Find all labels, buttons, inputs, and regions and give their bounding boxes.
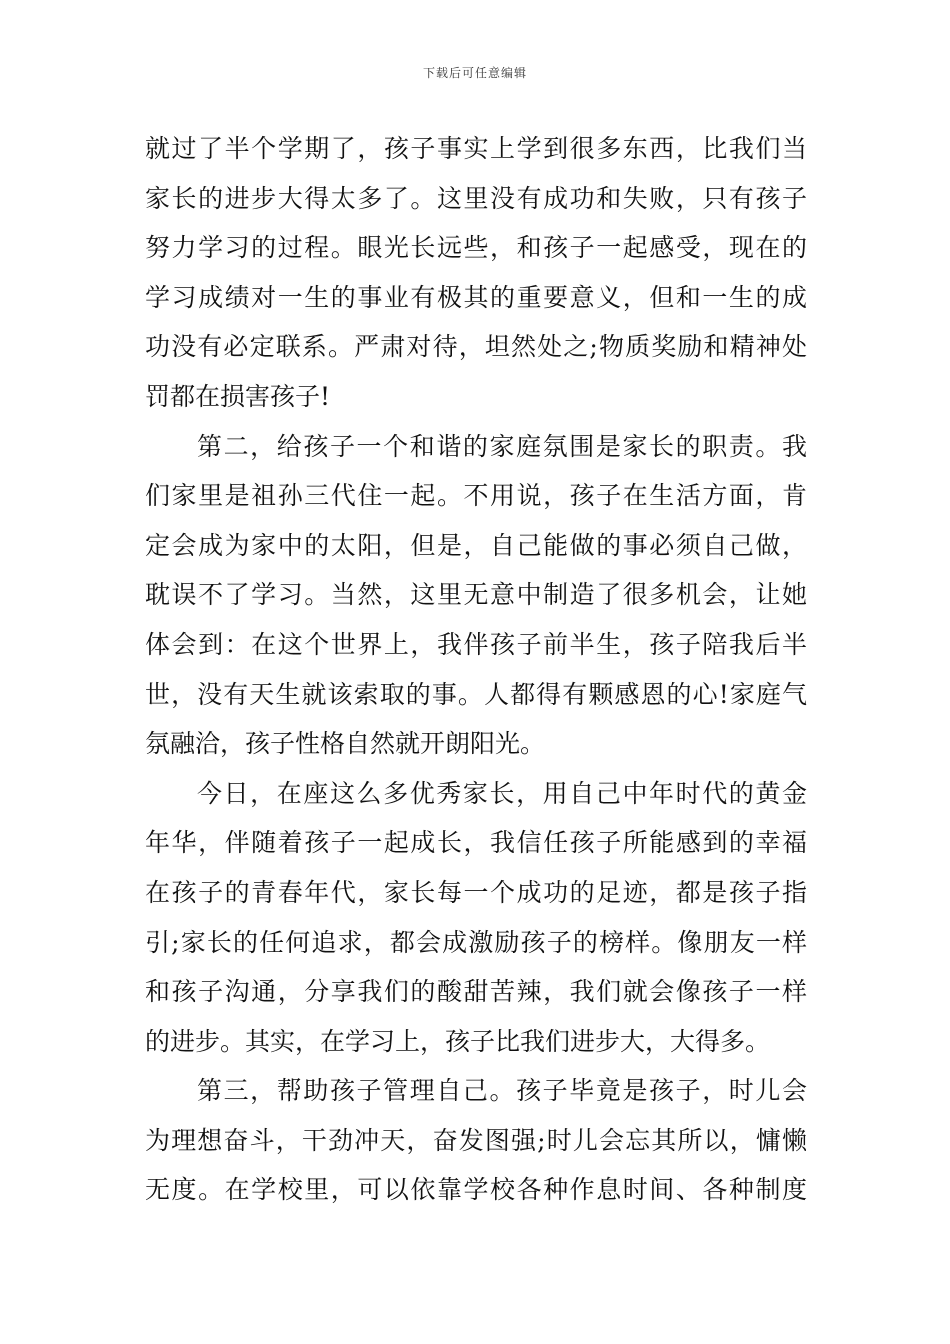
text-line: 努力学习的过程。眼光长远些，和孩子一起感受，现在的 bbox=[145, 233, 807, 263]
text-line: 世，没有天生就该索取的事。人都得有颗感恩的心!家庭气 bbox=[145, 679, 807, 709]
text-line: 们家里是祖孙三代住一起。不用说，孩子在生活方面，肯 bbox=[145, 481, 807, 511]
text-line: 今日，在座这么多优秀家长，用自己中年时代的黄金 bbox=[197, 778, 807, 808]
page-header: 下载后可任意编辑 bbox=[422, 66, 527, 80]
text-line: 在孩子的青春年代，家长每一个成功的足迹，都是孩子指 bbox=[145, 877, 807, 907]
text-line: 年华，伴随着孩子一起成长，我信任孩子所能感到的幸福 bbox=[145, 828, 807, 858]
text-line: 家长的进步大得太多了。这里没有成功和失败，只有孩子 bbox=[145, 183, 807, 213]
text-line: 体会到：在这个世界上，我伴孩子前半生，孩子陪我后半 bbox=[145, 629, 807, 659]
text-line: 罚都在损害孩子! bbox=[145, 381, 331, 411]
text-line: 为理想奋斗，干劲冲天，奋发图强;时儿会忘其所以，慵懒 bbox=[145, 1125, 807, 1155]
text-line: 第三，帮助孩子管理自己。孩子毕竟是孩子，时儿会 bbox=[197, 1076, 807, 1106]
text-line: 学习成绩对一生的事业有极其的重要意义，但和一生的成 bbox=[145, 282, 807, 312]
text-line: 功没有必定联系。严肃对待，坦然处之;物质奖励和精神处 bbox=[145, 332, 807, 362]
text-line: 引;家长的任何追求，都会成激励孩子的榜样。像朋友一样 bbox=[145, 927, 807, 957]
text-line: 定会成为家中的太阳，但是，自己能做的事必须自己做， bbox=[145, 530, 807, 560]
text-line: 耽误不了学习。当然，这里无意中制造了很多机会，让她 bbox=[145, 580, 807, 610]
text-line: 第二，给孩子一个和谐的家庭氛围是家长的职责。我 bbox=[197, 431, 807, 461]
document-body bbox=[145, 124, 807, 1215]
text-line: 无度。在学校里，可以依靠学校各种作息时间、各种制度 bbox=[145, 1175, 807, 1205]
text-line: 氛融洽，孩子性格自然就开朗阳光。 bbox=[145, 729, 546, 759]
text-line: 的进步。其实，在学习上，孩子比我们进步大，大得多。 bbox=[145, 1026, 771, 1056]
text-line: 和孩子沟通，分享我们的酸甜苦辣，我们就会像孩子一样 bbox=[145, 977, 807, 1007]
text-line: 就过了半个学期了，孩子事实上学到很多东西，比我们当 bbox=[145, 134, 807, 163]
